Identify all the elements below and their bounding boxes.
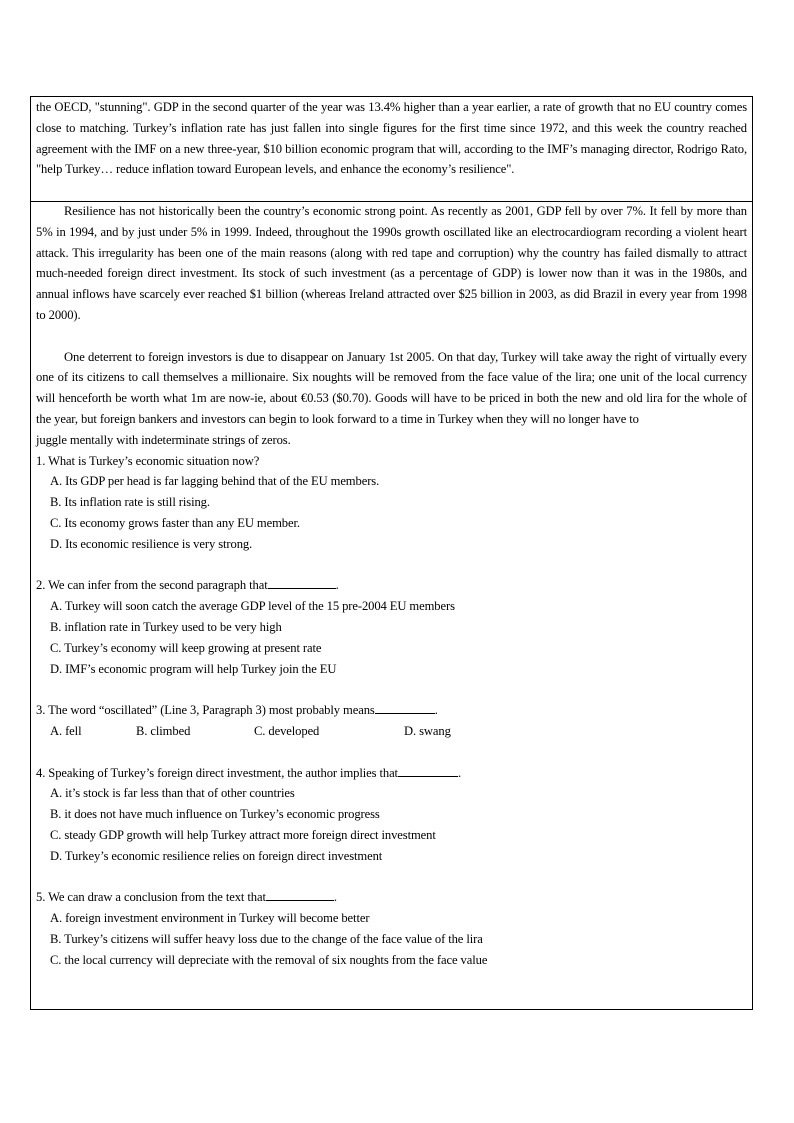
spacer [36,326,747,347]
answer-blank [268,576,336,589]
stem-period: . [335,578,339,593]
stem-period: . [333,890,337,905]
question-1-option-b: B. Its inflation rate is still rising. [50,495,210,510]
passage-paragraph-2: Resilience has not historically been the country’s economic strong point. As recently as 2001, GDP fell by over 7%. It fell by more than 5% in 1994, and by just under 5% in 1999. Indeed, throughout the 1990s growth oscillated like an electrocardiogram recording a violent heart attack. This irregularity has been one of the main reasons (along with red tape and corruption) why the country has failed dismally to attract much-needed foreign direct investment. Its stock of such investment (as a percentage of GDP) is lower now than it was in the 1980s, and annual inflows have scarcely ever reached $1 billion (whereas Ireland attracted over $25 billion in 2003, as did Brazil in every year from 1998 to 2000). [36,203,747,322]
question-4-stem: 4. Speaking of Turkey’s foreign direct investment, the author implies that [36,765,398,780]
question-3-stem: 3. The word “oscillated” (Line 3, Paragraph 3) most probably means [36,703,375,718]
question-5-option-a: A. foreign investment environment in Turkey will become better [50,911,370,926]
question-2-option-a: A. Turkey will soon catch the average GDP level of the 15 pre-2004 EU members [50,599,455,614]
spacer [36,180,747,201]
question-3-stem-line [36,700,747,721]
question-4-option-a: A. it’s stock is far less than that of other countries [50,786,295,801]
spacer [36,555,747,576]
passage-paragraph-3-end: juggle mentally with indeterminate strings of zeros. [36,432,291,447]
question-2-option-b: B. inflation rate in Turkey used to be very high [50,619,282,634]
question-5-stem-line [36,887,747,908]
question-4-option-c: C. steady GDP growth will help Turkey attract more foreign direct investment [50,827,436,842]
answer-blank [375,701,435,714]
spacer [36,742,747,763]
question-4-option-b: B. it does not have much influence on Turkey’s economic progress [50,807,380,822]
question-4-stem-line [36,763,747,784]
question-3-option-d: D. swang [404,723,451,738]
question-5-stem: 5. We can draw a conclusion from the text that [36,890,266,905]
passage-paragraph-1: the OECD, "stunning". GDP in the second quarter of the year was 13.4% higher than a year earlier, a rate of growth that no EU country comes close to matching. Turkey’s inflation rate has just fallen into single figures for the first time since 1972, and this week the country reached agreement with the IMF on a new three-year, $10 billion economic program that will, according to the IMF’s managing director, Rodrigo Rato, "help Turkey… reduce inflation toward European levels, and enhance the economy’s resilience". [36,100,747,177]
question-1-option-c: C. Its economy grows faster than any EU member. [50,515,300,530]
stem-period: . [457,765,462,780]
spacer [36,866,747,887]
question-1-option-d: D. Its economic resilience is very strong. [50,536,253,551]
question-2-stem-line [36,575,747,596]
question-5-option-c: C. the local currency will depreciate with the removal of six noughts from the face value [50,952,488,967]
spacer [36,679,747,700]
question-3-option-b: B. climbed [136,723,191,738]
question-2-option-d: D. IMF’s economic program will help Turkey join the EU [50,661,337,676]
question-3-option-c: C. developed [254,723,320,738]
question-1-option-a: A. Its GDP per head is far lagging behind that of the EU members. [50,474,380,489]
question-1-stem: 1. What is Turkey’s economic situation now? [36,453,260,468]
question-4-option-d: D. Turkey’s economic resilience relies on foreign direct investment [50,848,383,863]
document-text [36,97,747,970]
answer-blank [398,764,458,777]
question-3-option-a: A. fell [50,723,82,738]
question-2-option-c: C. Turkey’s economy will keep growing at present rate [50,640,322,655]
stem-period: . [434,703,438,718]
question-2-stem: 2. We can infer from the second paragraph that [36,578,268,593]
question-5-option-b: B. Turkey’s citizens will suffer heavy loss due to the change of the face value of the lira [50,931,483,946]
question-3-options [36,721,747,742]
passage-paragraph-3: One deterrent to foreign investors is due to disappear on January 1st 2005. On that day, Turkey will take away the right of virtually every one of its citizens to call themselves a millionaire. Six noughts will be removed from the face value of the lira; one unit of the local currency will henceforth be worth what 1m are now-ie, about €0.53 ($0.70). Goods will have to be priced in both the new and old lira for the whole of the year, but foreign bankers and investors can begin to look forward to a time in Turkey when they will no longer have to [36,349,747,426]
answer-blank [266,888,334,901]
